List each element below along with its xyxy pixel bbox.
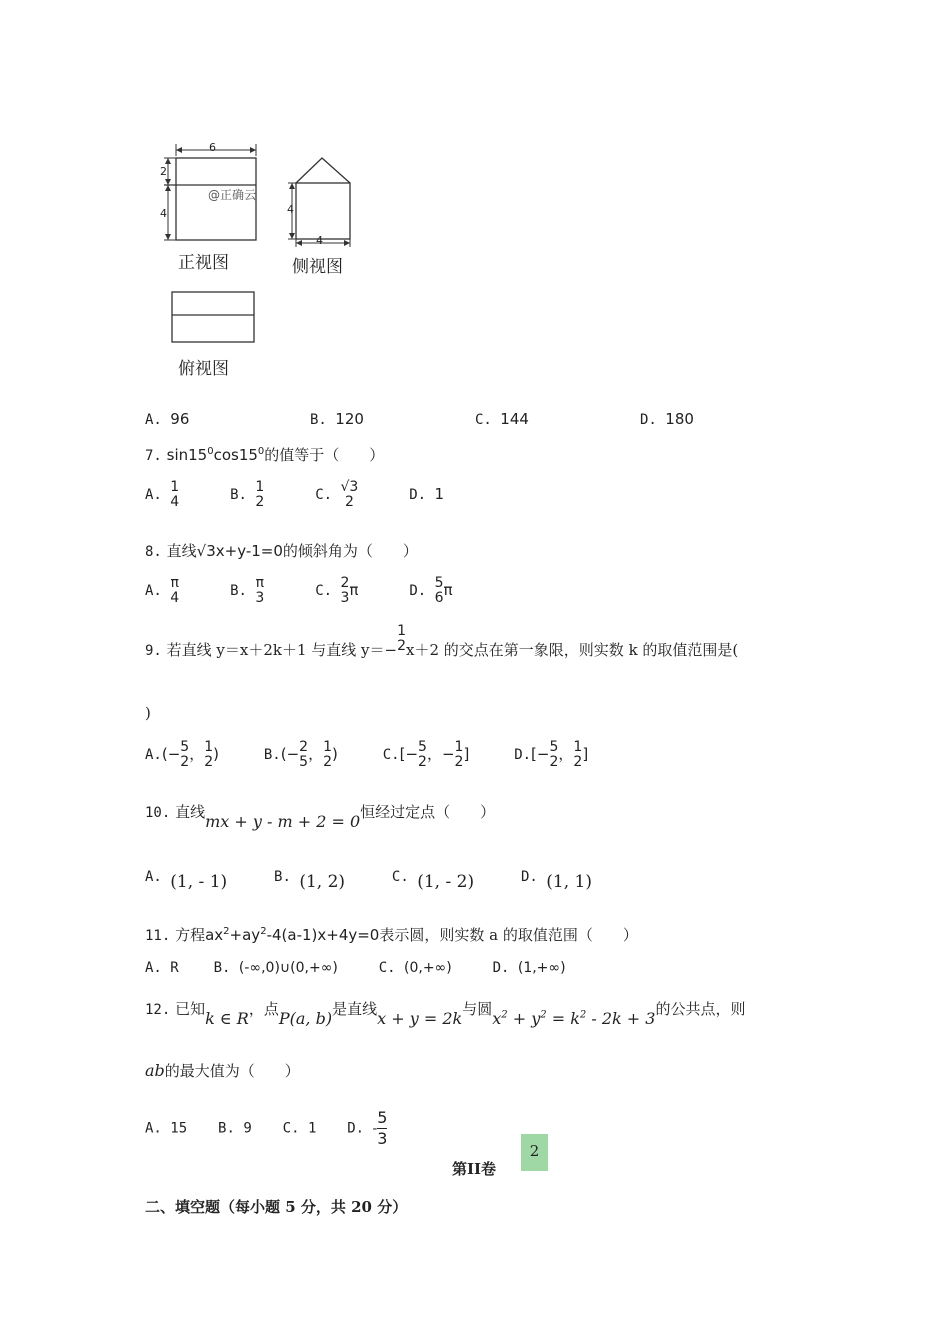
option-letter: B.	[230, 583, 247, 599]
q6-option-c	[475, 410, 529, 428]
option-letter: D.	[347, 1120, 365, 1137]
fraction: 2 3	[340, 575, 350, 606]
fraction: 2 5	[299, 739, 309, 770]
option-letter: A.	[145, 960, 162, 976]
q7-sin: sin15	[166, 446, 208, 464]
option-letter: D.	[514, 747, 532, 763]
fraction: 1 4	[170, 479, 180, 510]
option-value: (0,+∞)	[404, 960, 452, 976]
question-12-stem: 12. 已知k ∈ R，点P(a, b)是直线x + y = 2k与圆$x^2 + y^2 = k^2 - 2k + 3$的公共点，则	[145, 1000, 746, 1028]
q6-option-b	[310, 410, 364, 428]
fraction: π 4	[170, 575, 180, 606]
option-value: (1, - 2)	[417, 872, 475, 892]
fraction: π 3	[255, 575, 265, 606]
option-letter: B.	[274, 869, 291, 885]
section-title: 第II卷	[452, 1160, 497, 1178]
q8-tail: 的倾斜角为（ ）	[282, 542, 418, 560]
option-value: 180	[665, 410, 694, 428]
option-letter: A.	[145, 747, 162, 763]
question-number: 12.	[145, 1002, 171, 1018]
option-letter: B.	[263, 747, 281, 763]
option-letter: B.	[218, 1120, 235, 1137]
side-view-caption: 侧视图	[292, 257, 343, 277]
fraction: 1 2	[573, 739, 583, 770]
q7-options	[145, 480, 444, 510]
option-letter: C.	[391, 869, 409, 885]
side-dim-height: 4	[287, 203, 294, 216]
option-value: (1,+∞)	[517, 960, 566, 976]
option-value: (1, 2)	[299, 872, 346, 892]
question-8-stem	[145, 540, 418, 561]
fraction: 5 2	[549, 739, 559, 770]
q8-pre: 直线	[166, 542, 197, 560]
top-view-caption: 俯视图	[178, 359, 229, 379]
q10-expr: mx + y - m + 2 = 0	[205, 812, 361, 831]
fraction: 1 2	[204, 739, 214, 770]
fraction: 1 2	[454, 739, 464, 770]
option-value: 1	[434, 485, 445, 503]
q11-pre: 方程	[175, 926, 206, 944]
page-badge: 2	[521, 1134, 548, 1171]
part-heading: 二、填空题（每小题 5 分，共 20 分）	[145, 1198, 408, 1216]
question-number: 11.	[145, 928, 171, 944]
q10-tail: 恒经过定点（ ）	[360, 803, 496, 821]
question-number: 8.	[145, 544, 162, 560]
front-dim-width: 6	[209, 141, 216, 154]
side-dim-width: 4	[316, 234, 323, 247]
question-11-stem: 11. 方程$ax^2+ay^2-4(a-1)x+4y=0$表示圆，则实数 a 的取值范围（ ）	[145, 926, 638, 944]
option-letter: C.	[315, 487, 333, 503]
option-value: (1, 1)	[546, 872, 592, 892]
q9-text1: 若直线 y＝x＋2k＋1 与直线 y＝−	[166, 641, 398, 659]
q9-options: A.(− 5 2 ， 1 2 ) B.(− 2 5 ， 1 2 ) C.[− 5 2 ，− 1 2 ] D.[− 5 2 ， 1 2 ]	[145, 739, 589, 770]
option-value: 1	[307, 1120, 317, 1137]
option-letter: C.	[315, 583, 333, 599]
option-letter: B.	[230, 487, 247, 503]
option-letter: A.	[145, 869, 162, 885]
fraction: 1 2	[255, 479, 265, 510]
option-letter: A.	[145, 1120, 162, 1137]
fraction: 1 2	[323, 739, 333, 770]
front-view-caption: 正视图	[178, 253, 229, 273]
option-letter: A.	[145, 487, 162, 503]
q12-options: A. 15 B. 9 C. 1 D. - $\frac{5}{3}$	[145, 1108, 388, 1148]
q7-tail: 的值等于（ ）	[264, 446, 385, 464]
option-letter: C.	[475, 412, 492, 428]
option-value: 9	[243, 1120, 252, 1137]
q9-text2: x＋2 的交点在第一象限，则实数 k 的取值范围是(	[406, 641, 739, 659]
q11-tail: 表示圆，则实数 a 的取值范围（ ）	[379, 926, 638, 944]
question-7-stem	[145, 444, 384, 465]
option-letter: C.	[282, 1120, 300, 1137]
q11-options	[145, 960, 566, 976]
option-value: 96	[170, 410, 190, 428]
question-9-close: )	[145, 704, 151, 722]
question-10-stem	[145, 801, 496, 831]
fraction: √3 2	[340, 479, 359, 510]
q10-options	[145, 866, 592, 892]
fraction: 5 2	[418, 739, 427, 770]
option-letter: D.	[520, 869, 538, 885]
fraction: 5 6	[434, 575, 444, 606]
q7-sup1: 0	[207, 446, 214, 457]
q7-sup2: 0	[257, 446, 265, 457]
fraction: 1 2	[397, 623, 407, 654]
option-letter: D.	[492, 960, 510, 976]
option-value: (-∞,0)∪(0,+∞)	[238, 960, 338, 976]
fraction: 5 2	[180, 739, 190, 770]
option-letter: D.	[409, 487, 427, 503]
q6-option-d	[640, 410, 694, 428]
fraction: $\frac{5}{3}$	[377, 1108, 388, 1148]
q7-cos: cos15	[213, 446, 258, 464]
option-letter: C.	[382, 747, 400, 763]
option-letter: C.	[378, 960, 396, 976]
option-value: 15	[170, 1120, 188, 1137]
option-value: R	[170, 960, 179, 976]
option-letter: D.	[409, 583, 427, 599]
option-letter: B.	[213, 960, 231, 976]
watermark: @正确云	[208, 188, 257, 202]
option-value: 144	[500, 410, 529, 428]
option-letter: B.	[310, 412, 327, 428]
option-value: 120	[335, 410, 364, 428]
q8-options: A. π 4 B. π 3 C. 2 3 π D. 5 6 π	[145, 575, 453, 606]
question-12-line2: ab的最大值为（ ）	[145, 1061, 300, 1080]
question-number: 9.	[145, 643, 162, 659]
question-number: 10.	[145, 805, 171, 821]
question-9-stem	[145, 623, 739, 666]
q8-expr: √3x+y-1=0	[196, 542, 283, 560]
option-letter: A.	[145, 583, 162, 599]
top-view-figure	[168, 288, 258, 346]
question-number: 7.	[145, 448, 162, 464]
option-letter: D.	[640, 412, 657, 428]
option-letter: A.	[145, 412, 162, 428]
option-value: (1, - 1)	[170, 872, 228, 892]
q10-pre: 直线	[175, 803, 206, 821]
front-dim-bottom: 4	[160, 207, 167, 220]
q6-option-a	[145, 410, 189, 428]
front-dim-top: 2	[160, 165, 167, 178]
